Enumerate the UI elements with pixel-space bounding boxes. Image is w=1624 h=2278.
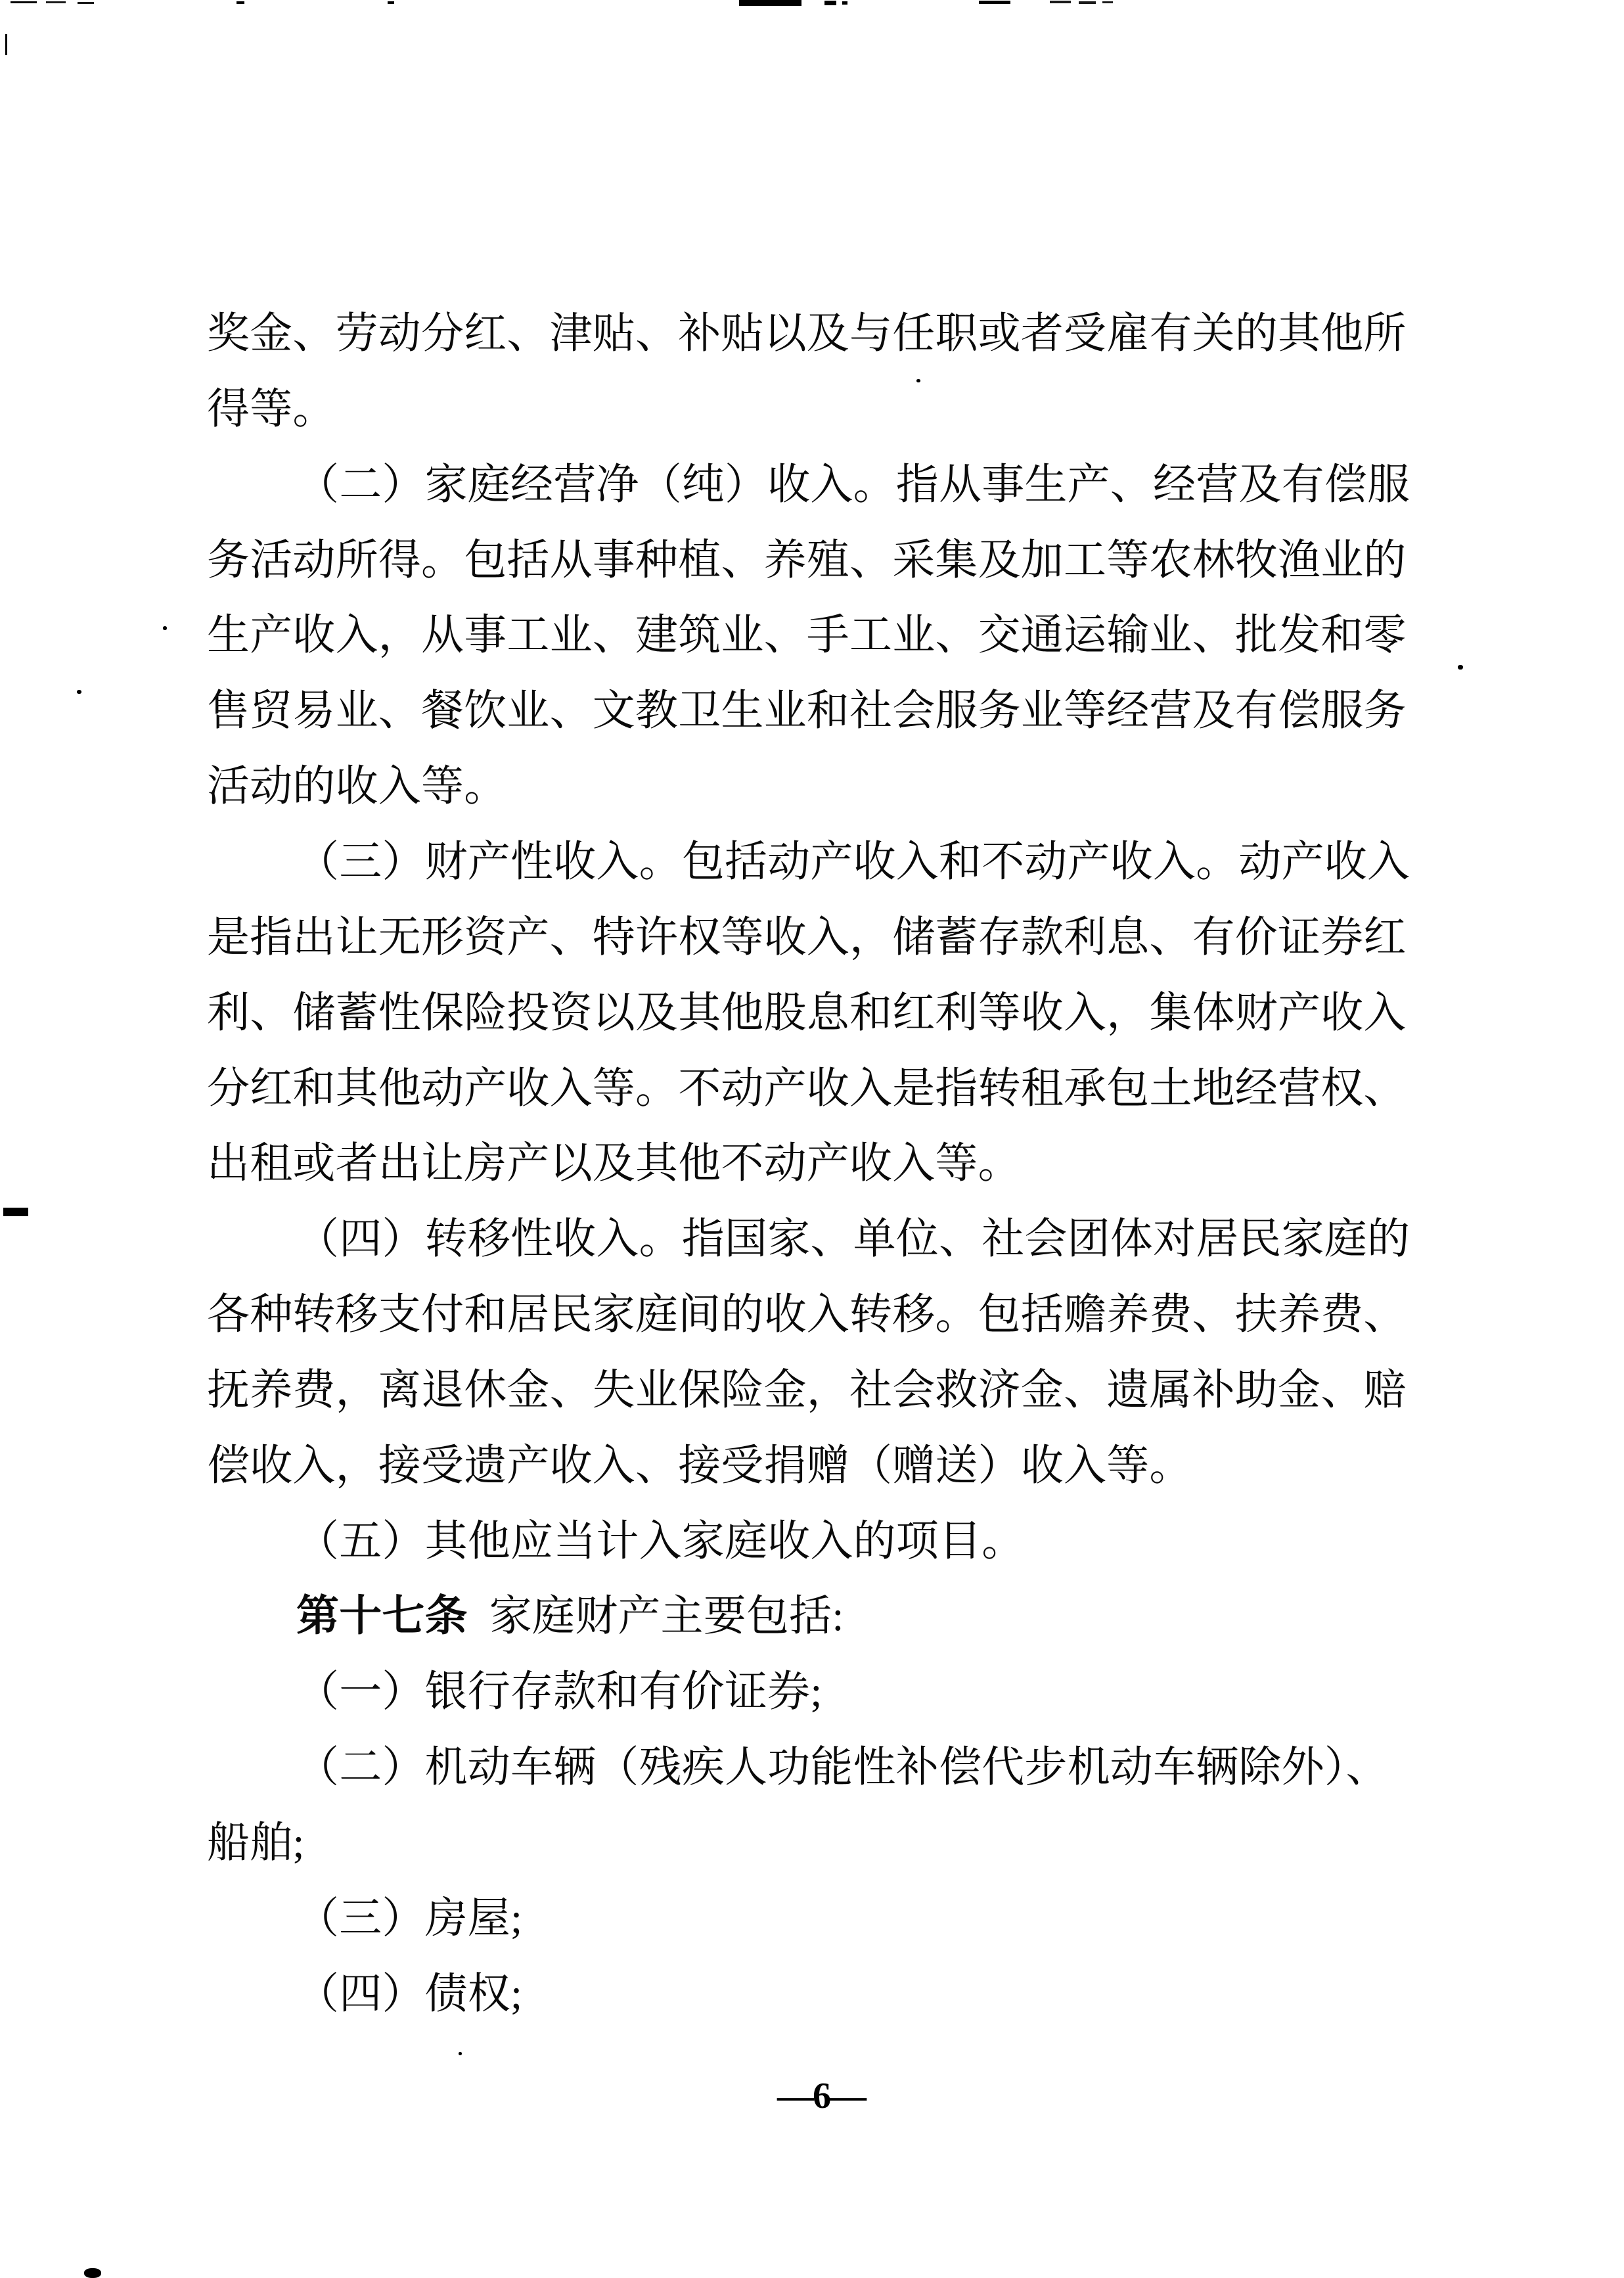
- text-line: [207, 763, 507, 809]
- text-line: [207, 1971, 522, 2017]
- line-text: （四）转移性收入。指国家、单位、社会团体对居民家庭的: [296, 1216, 1410, 1263]
- line-text: 利、储蓄性保险投资以及其他股息和红利等收入，集体财产收入: [207, 990, 1407, 1037]
- line-text: （二）家庭经营净（纯）收入。指从事生产、经营及有偿服: [296, 461, 1410, 509]
- text-line: [207, 1367, 1407, 1413]
- text-line: [207, 990, 1407, 1036]
- article-number: 第十七条: [296, 1593, 468, 1640]
- line-text: 售贸易业、餐饮业、文教卫生业和社会服务业等经营及有偿服务: [207, 687, 1407, 735]
- line-text: 船舶;: [207, 1819, 305, 1867]
- line-text: （三）房屋;: [296, 1895, 523, 1942]
- line-text: 分红和其他动产收入等。不动产收入是指转租承包土地经营权、: [207, 1065, 1407, 1112]
- line-text: 家庭财产主要包括:: [467, 1593, 844, 1640]
- text-line: [207, 311, 1407, 357]
- line-text: （三）财产性收入。包括动产收入和不动产收入。动产收入: [296, 838, 1410, 886]
- line-text: （二）机动车辆（残疾人功能性补偿代步机动车辆除外）、: [296, 1744, 1389, 1791]
- line-text: 出租或者出让房产以及其他不动产收入等。: [207, 1140, 1021, 1187]
- line-text: 偿收入，接受遗产收入、接受捐赠（赠送）收入等。: [207, 1442, 1192, 1490]
- line-text: （五）其他应当计入家庭收入的项目。: [296, 1518, 1025, 1565]
- text-line: [207, 1292, 1407, 1338]
- text-line: [207, 1896, 522, 1942]
- text-line: [207, 612, 1407, 658]
- line-text: 抚养费，离退休金、失业保险金，社会救济金、遗属补助金、赔: [207, 1367, 1407, 1414]
- line-text: 活动的收入等。: [207, 763, 507, 810]
- text-line: [207, 1593, 844, 1639]
- text-line: [207, 688, 1407, 734]
- text-line: [207, 462, 1410, 508]
- text-line: [207, 537, 1407, 583]
- text-line: [207, 1066, 1407, 1112]
- text-line: [207, 1141, 1021, 1187]
- text-line: [207, 1744, 1389, 1790]
- line-text: （一）银行存款和有价证券;: [296, 1668, 823, 1716]
- text-line: [207, 386, 336, 432]
- text-line: [207, 1518, 1024, 1564]
- text-line: [207, 1820, 305, 1866]
- line-text: （四）债权;: [296, 1970, 523, 2018]
- line-text: 是指出让无形资产、特许权等收入，储蓄存款利息、有价证券红: [207, 914, 1407, 961]
- line-text: 生产收入，从事工业、建筑业、手工业、交通运输业、批发和零: [207, 612, 1407, 659]
- text-line: [207, 1669, 823, 1715]
- text-line: [207, 1216, 1410, 1262]
- line-text: 务活动所得。包括从事种植、养殖、采集及加工等农林牧渔业的: [207, 537, 1407, 584]
- text-line: [207, 1443, 1192, 1489]
- line-text: 各种转移支付和居民家庭间的收入转移。包括赡养费、扶养费、: [207, 1291, 1407, 1338]
- page-number: —6—: [777, 2076, 865, 2116]
- line-text: 奖金、劳动分红、津贴、补贴以及与任职或者受雇有关的其他所: [207, 310, 1407, 357]
- text-line: [207, 839, 1410, 885]
- text-line: [207, 915, 1407, 961]
- line-text: 得等。: [207, 386, 336, 433]
